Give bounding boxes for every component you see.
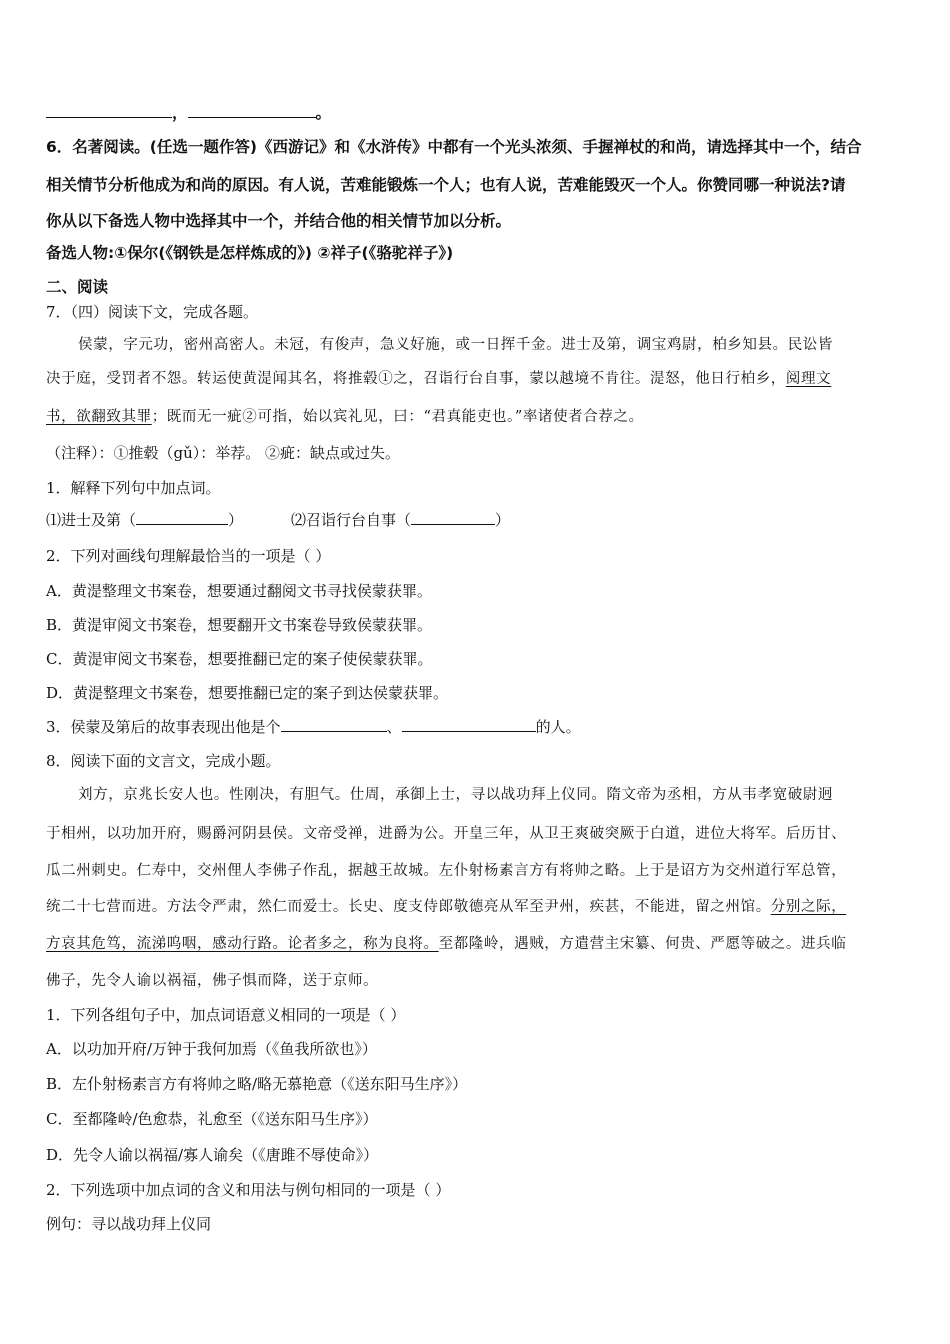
q6-line-3: 你从以下备选人物中选择其中一个，并结合他的相关情节加以分析。 (46, 212, 512, 230)
q8-option-c: C．至都隆岭/色愈恭，礼愈至（《送东阳马生序》） (46, 1110, 378, 1128)
q7-passage-line-3: 书，欲翻致其罪；既而无一疵②可指，始以宾礼见，曰：“君真能吏也。”率诸使者合荐之。 (46, 409, 644, 425)
answer-blank[interactable] (136, 509, 228, 525)
top-answer-line: ， 。 (46, 102, 331, 124)
q8-option-b: B．左仆射杨素言方有将帅之略/略无慕艳意（《送东阳马生序》） (46, 1075, 468, 1093)
q8-option-a: A．以功加开府/万钟于我何加焉（《鱼我所欲也》） (46, 1040, 377, 1058)
q8-passage-line-2: 于相州，以功加开府，赐爵河阴县侯。文帝受禅，进爵为公。开皇三年，从卫王爽破突厥于白道，进位大将军。后历甘、 (46, 826, 847, 842)
q8-title: 8．阅读下面的文言文，完成小题。 (46, 752, 281, 770)
answer-blank[interactable] (188, 102, 316, 118)
q8-sub-1: 1．下列各组句子中，加点词语意义相同的一项是（ ） (46, 1006, 406, 1024)
q8-passage-line-4: 统二十七营而进。方法令严肃，然仁而爱士。长史、度支侍郎敬德亮从军至尹州，疾甚，不能进，留之州馆。分别之际， (46, 899, 847, 915)
answer-blank[interactable] (402, 716, 536, 732)
q8-option-d: D．先令人谕以祸福/寡人谕矣（《唐雎不辱使命》） (46, 1146, 379, 1164)
q7-passage-line-1: 侯蒙，字元功，密州高密人。未冠，有俊声，急义好施，或一日挥千金。进士及第，调宝鸡尉，柏乡知县。民讼皆 (78, 337, 833, 353)
answer-blank[interactable] (46, 102, 172, 118)
q7-sub-2: 2．下列对画线句理解最恰当的一项是（ ） (46, 547, 331, 565)
q7-option-a: A．黄湜整理文书案卷，想要通过翻阅文书寻找侯蒙获罪。 (46, 582, 432, 600)
q6-line-2: 相关情节分析他成为和尚的原因。有人说，苦难能锻炼一个人；也有人说，苦难能毁灭一个人。你赞同哪一种说法?请 (46, 176, 846, 194)
q6-candidates: 备选人物:①保尔(《钢铁是怎样炼成的》) ②祥子(《骆驼祥子》) (46, 244, 454, 262)
q8-passage-line-3: 瓜二州刺史。仁寿中，交州俚人李佛子作乱，据越王故城。左仆射杨素言方有将帅之略。上于是诏方为交州道行军总管， (46, 863, 847, 879)
section-heading: 二、阅读 (46, 278, 109, 296)
q7-sub-1: 1．解释下列句中加点词。 (46, 479, 221, 497)
q8-passage-line-5: 方哀其危笃，流涕呜咽，感动行路。论者多之，称为良将。至都隆岭，遇贼，方遣营主宋纂、何贵、严愿等破之。进兵临 (46, 936, 847, 952)
underlined-sentence: 书，欲翻致其罪 (46, 409, 152, 425)
q7-option-d: D．黄湜整理文书案卷，想要推翻已定的案子到达侯蒙获罪。 (46, 684, 449, 702)
q6-line-1: 6．名著阅读。(任选一题作答)《西游记》和《水浒传》中都有一个光头浓须、手握禅杖的和尚，请选择其中一个，结合 (46, 138, 862, 156)
answer-blank[interactable] (411, 509, 495, 525)
q7-sub-1-blanks: ⑴进士及第（ ） ⑵召诣行台自事（ ） (46, 511, 511, 529)
underlined-sentence: 分别之际， (770, 899, 847, 915)
q7-sub-3: 3．侯蒙及第后的故事表现出他是个 、 的人。 (46, 718, 581, 736)
q7-passage-line-2: 决于庭，受罚者不怨。转运使黄湜闻其名，将推毂①之，召诣行台自事，蒙以越境不肯往。湜怒，他日行柏乡，阅理文 (46, 371, 832, 387)
q7-title: 7．（四）阅读下文，完成各题。 (46, 303, 259, 321)
q7-option-b: B．黄湜审阅文书案卷，想要翻开文书案卷导致侯蒙获罪。 (46, 616, 433, 634)
q8-passage-line-6: 佛子，先令人谕以祸福，佛子惧而降，送于京师。 (46, 973, 379, 989)
q8-example: 例句：寻以战功拜上仪同 (46, 1215, 212, 1233)
underlined-sentence: 方哀其危笃，流涕呜咽，感动行路。论者多之，称为良将。 (46, 936, 439, 952)
q7-option-c: C．黄湜审阅文书案卷，想要推翻已定的案子使侯蒙获罪。 (46, 650, 433, 668)
answer-blank[interactable] (281, 716, 387, 732)
q8-passage-line-1: 刘方，京兆长安人也。性刚决，有胆气。仕周，承御上士，寻以战功拜上仪同。隋文帝为丞相，方从韦孝宽破尉迥 (78, 787, 833, 803)
underlined-sentence: 阅理文 (785, 371, 832, 387)
q7-notes: （注释）：①推毂（gǔ）：举荐。 ②疵：缺点或过失。 (46, 444, 401, 462)
q8-sub-2: 2．下列选项中加点词的含义和用法与例句相同的一项是（ ） (46, 1181, 451, 1199)
